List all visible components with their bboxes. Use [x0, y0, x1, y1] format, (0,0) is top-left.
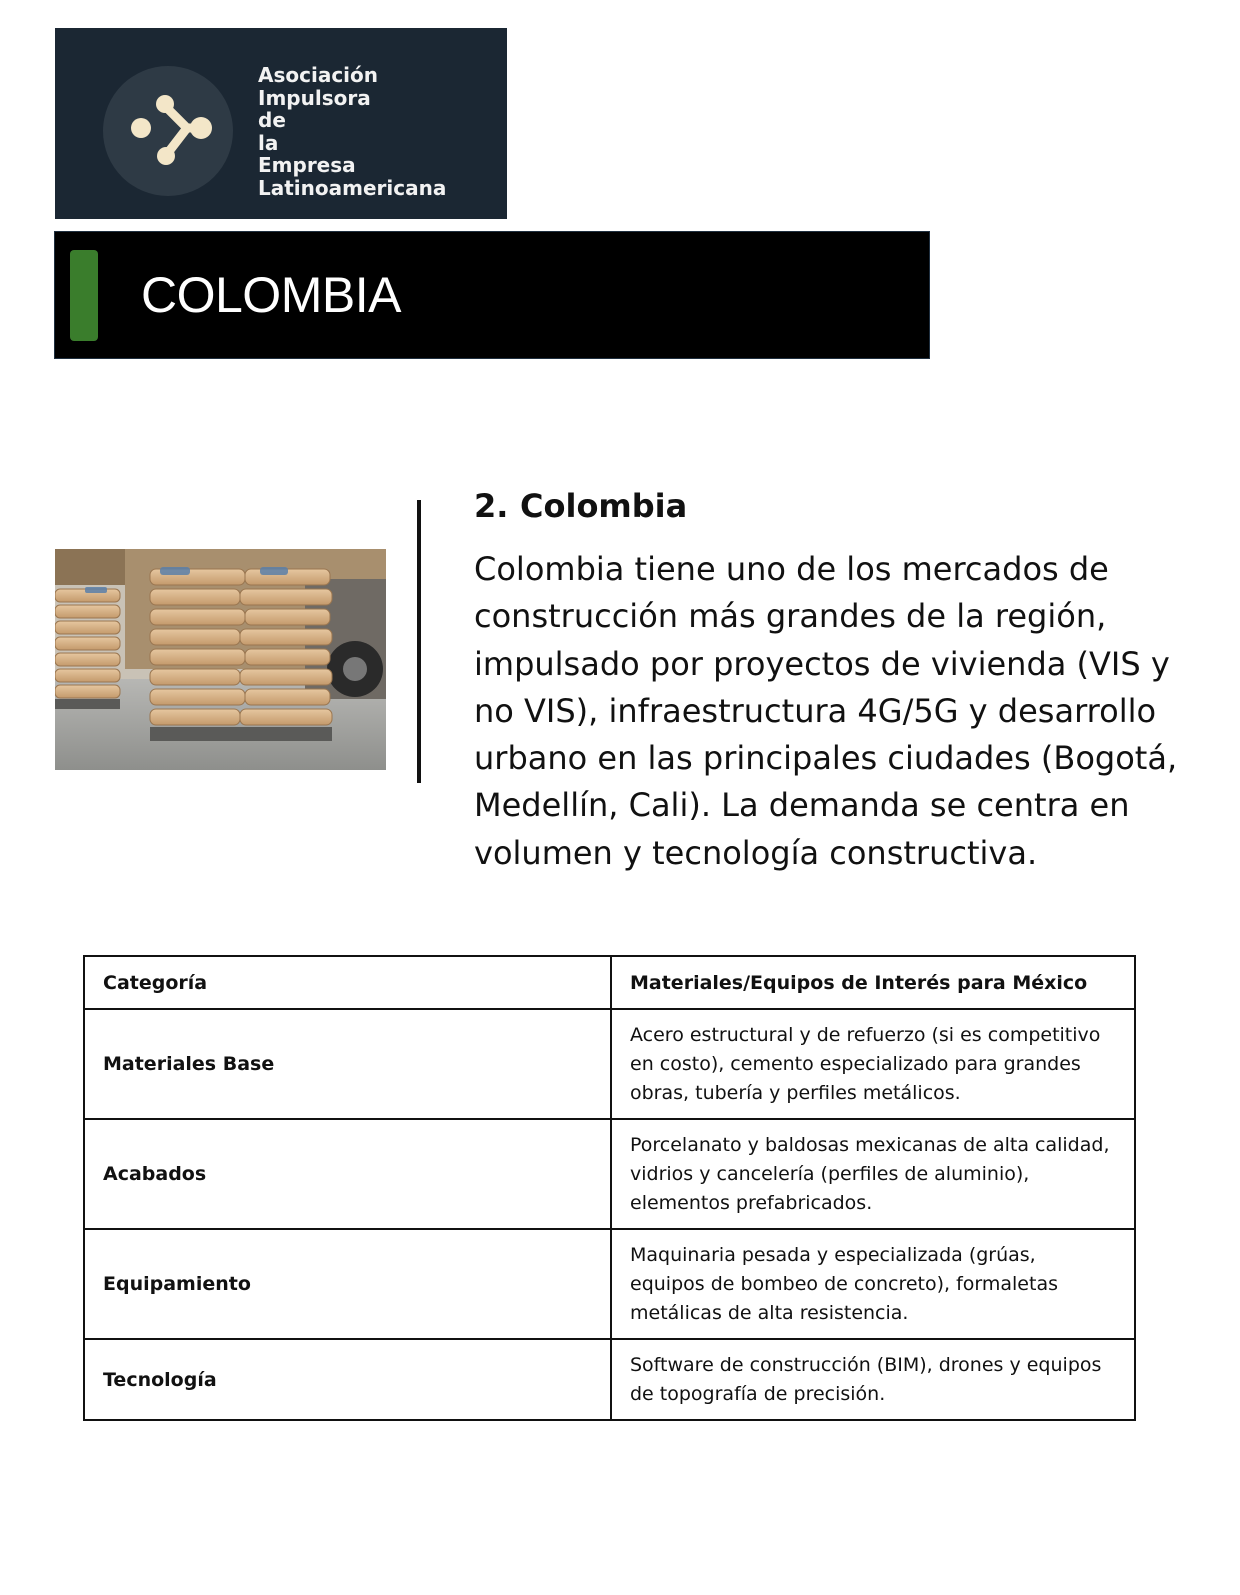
table-row — [84, 1009, 1135, 1119]
logo-wordmark — [258, 64, 446, 199]
section-heading — [474, 486, 687, 526]
logo-line: la — [258, 130, 279, 155]
section-title: Colombia — [520, 487, 688, 525]
logo-line: Impulsora — [258, 85, 371, 110]
section-number: 2. — [474, 487, 509, 525]
table-row — [84, 1229, 1135, 1339]
vertical-divider — [417, 500, 421, 783]
table-row — [84, 1119, 1135, 1229]
table-cell-category: Tecnología — [84, 1339, 611, 1420]
table-cell-items: Maquinaria pesada y especializada (grúas, equipos de bombeo de concreto), formaletas metálicas de alta resistencia. — [611, 1229, 1135, 1339]
table-cell-items: Porcelanato y baldosas mexicanas de alta calidad, vidrios y cancelería (perfiles de aluminio), elementos prefabricados. — [611, 1119, 1135, 1229]
table-cell-items: Software de construcción (BIM), drones y equipos de topografía de precisión. — [611, 1339, 1135, 1420]
section-body-paragraph: Colombia tiene uno de los mercados de construcción más grandes de la región, impulsado por proyectos de vivienda (VIS y no VIS), infraestructura 4G/5G y desarrollo urbano en las principales ciudades (Bogotá, Medellín, Cali). La demanda se centra en volumen y tecnología constructiva. — [474, 550, 1178, 872]
table-cell-category: Materiales Base — [84, 1009, 611, 1119]
table-header-category: Categoría — [84, 956, 611, 1009]
table-header-row — [84, 956, 1135, 1009]
logo-emblem — [103, 66, 233, 196]
network-node-icon — [103, 66, 233, 196]
cement-bags-photo — [55, 549, 386, 770]
logo-line: Asociación — [258, 63, 379, 87]
table-header-materials: Materiales/Equipos de Interés para México — [611, 956, 1135, 1009]
table-cell-items: Acero estructural y de refuerzo (si es competitivo en costo), cemento especializado para grandes obras, tubería y perfiles metálicos. — [611, 1009, 1135, 1119]
banner-title: COLOMBIA — [141, 267, 401, 323]
banner-accent-bar — [70, 250, 98, 341]
table-cell-category: Equipamiento — [84, 1229, 611, 1339]
table-cell-category: Acabados — [84, 1119, 611, 1229]
organization-logo — [55, 28, 507, 219]
country-banner — [54, 231, 930, 359]
logo-line: Empresa — [258, 153, 356, 177]
logo-line: Latinoamericana — [258, 175, 447, 200]
table-row — [84, 1339, 1135, 1420]
materials-table — [83, 955, 1136, 1421]
logo-line: de — [258, 108, 286, 132]
